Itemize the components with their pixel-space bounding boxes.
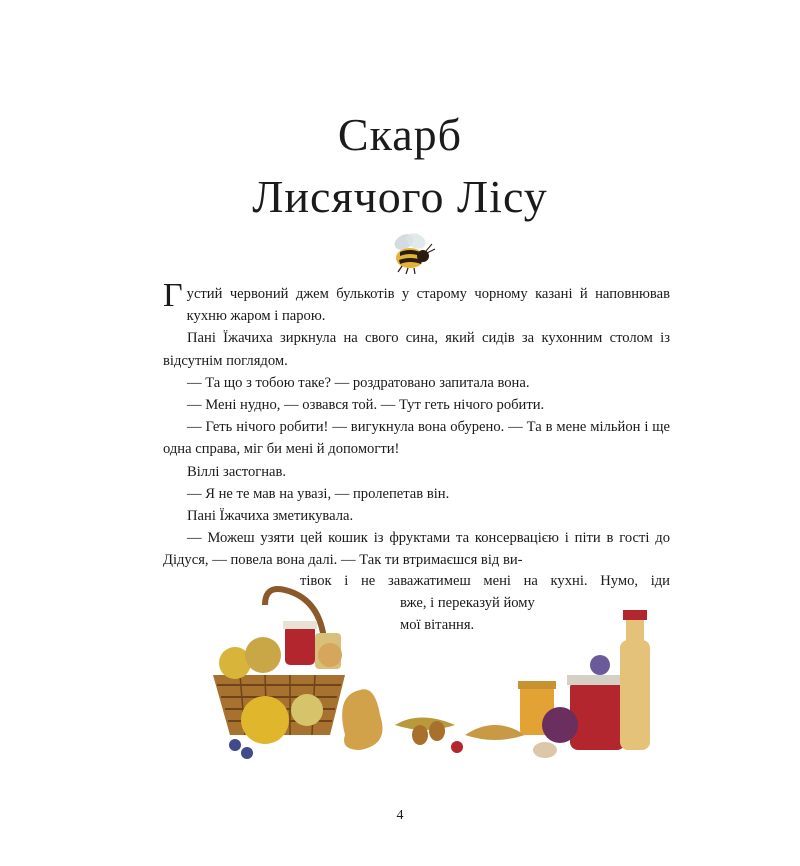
paragraph-9: — Можеш узяти цей кошик із фруктами та консервацією і піти в гості до Дідуся, — повела вона далі. — Так ти втримаєшся від ви- <box>163 530 670 569</box>
paragraph-7: — Я не те мав на увазі, — пролепетав він. <box>187 485 450 502</box>
paragraph-6: Віллі застогнав. <box>187 463 287 480</box>
paragraph-2: Пані Їжачиха зиркнула на свого сина, який сидів за кухонним столом із відсутнім поглядом. <box>163 330 670 369</box>
basket-jam-fruit-illustration <box>195 585 655 775</box>
paragraph-3: — Та що з тобою таке? — роздратовано запитала вона. <box>187 374 530 391</box>
paragraph-9-line-b: тівок і не заважатимеш мені на кухні. Нумо, іди <box>300 573 670 589</box>
paragraph-5: — Геть нічого робити! — вигукнула вона обурено. — Та в мене мільйон і ще одна справа, міг би мені й допомогти! <box>163 419 670 458</box>
paragraph-1 <box>163 277 670 327</box>
paragraph-4: — Мені нудно, — озвався той. — Тут геть нічого робити. <box>187 397 545 414</box>
drop-cap: Г <box>163 277 183 314</box>
paragraph-9-line-d: мої вітання. <box>400 617 475 633</box>
title-line-2: Лисячого Лісу <box>252 171 548 222</box>
title-line-1: Скарб <box>337 109 463 160</box>
paragraph-9-line-c: вже, і переказуй йому <box>400 595 535 611</box>
page-number: 4 <box>396 808 404 823</box>
paragraph-8: Пані Їжачиха зметикувала. <box>187 508 354 525</box>
bee-icon <box>382 230 438 276</box>
body-text <box>163 277 670 572</box>
paragraph-1-text: устий червоний джем булькотів у старому чорному казані й наповнював кухню жаром і парою. <box>186 286 670 325</box>
